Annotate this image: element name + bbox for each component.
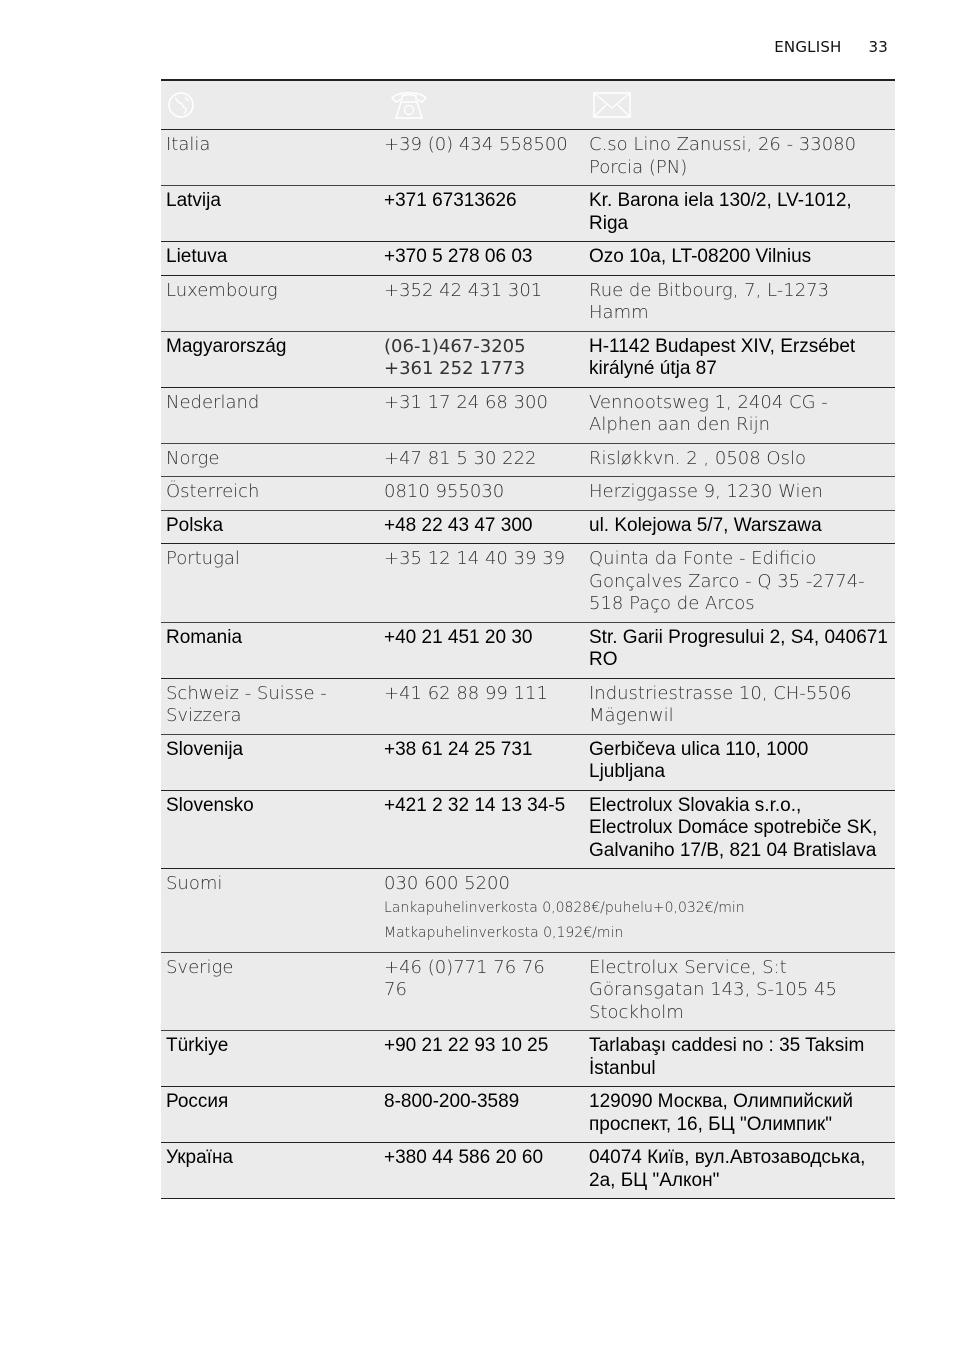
country-cell: Magyarország — [161, 331, 373, 387]
table-row — [161, 275, 895, 331]
contact-table — [161, 79, 895, 1199]
table-row — [161, 510, 895, 544]
phone-cell: +371 67313626 — [373, 186, 580, 242]
table-row — [161, 331, 895, 387]
address-cell: ul. Kolejowa 5/7, Warszawa — [580, 510, 895, 544]
phone-cell — [373, 331, 580, 387]
address-cell: Electrolux Service, S:t Göransgatan 143, S-105 45 Stockholm — [580, 952, 895, 1031]
address-column-header — [580, 80, 895, 130]
phone-column-header — [373, 80, 580, 130]
country-cell: Norge — [161, 443, 373, 477]
phone-cell: +352 42 431 301 — [373, 275, 580, 331]
phone-cell: +39 (0) 434 558500 — [373, 130, 580, 186]
address-cell: H-1142 Budapest XIV, Erzsébet királyné útja 87 — [580, 331, 895, 387]
table-row — [161, 477, 895, 511]
table-row — [161, 443, 895, 477]
table-row — [161, 1087, 895, 1143]
country-cell: Lietuva — [161, 242, 373, 276]
country-cell: Polska — [161, 510, 373, 544]
table-row — [161, 622, 895, 678]
address-cell: Ozo 10a, LT-08200 Vilnius — [580, 242, 895, 276]
table-row — [161, 1031, 895, 1087]
phone-cell: +35 12 14 40 39 39 — [373, 544, 580, 623]
table-header-row — [161, 80, 895, 130]
tariff-note: Lankapuhelinverkosta 0,0828€/puhelu+0,032€/min Matkapuhelinverkosta 0,192€/min — [384, 899, 745, 941]
phone-number: 030 600 5200 — [384, 873, 510, 894]
country-cell: Schweiz - Suisse - Svizzera — [161, 678, 373, 734]
phone-cell: +40 21 451 20 30 — [373, 622, 580, 678]
table-row — [161, 242, 895, 276]
phone-cell — [373, 869, 895, 953]
table-row — [161, 544, 895, 623]
table-row — [161, 1143, 895, 1199]
address-cell: Str. Garii Progresului 2, S4, 040671 RO — [580, 622, 895, 678]
phone-cell: +41 62 88 99 111 — [373, 678, 580, 734]
address-cell: Tarlabaşı caddesi no : 35 Taksim İstanbul — [580, 1031, 895, 1087]
globe-icon — [167, 91, 195, 119]
table-row — [161, 186, 895, 242]
country-cell: Portugal — [161, 544, 373, 623]
country-cell: Italia — [161, 130, 373, 186]
phone-cell: +90 21 22 93 10 25 — [373, 1031, 580, 1087]
phone-cell: +48 22 43 47 300 — [373, 510, 580, 544]
phone-cell: +31 17 24 68 300 — [373, 387, 580, 443]
phone-cell: +47 81 5 30 222 — [373, 443, 580, 477]
phone-cell: 0810 955030 — [373, 477, 580, 511]
country-cell: Україна — [161, 1143, 373, 1199]
address-cell: Gerbičeva ulica 110, 1000 Ljubljana — [580, 734, 895, 790]
country-cell: Suomi — [161, 869, 373, 953]
page-number: 33 — [868, 38, 888, 56]
table-row — [161, 387, 895, 443]
phone-cell: +38 61 24 25 731 — [373, 734, 580, 790]
table-row — [161, 952, 895, 1031]
country-cell: Österreich — [161, 477, 373, 511]
address-cell: C.so Lino Zanussi, 26 - 33080 Porcia (PN) — [580, 130, 895, 186]
address-cell: Kr. Barona iela 130/2, LV-1012, Riga — [580, 186, 895, 242]
country-cell: Romania — [161, 622, 373, 678]
phone-cell: +421 2 32 14 13 34-5 — [373, 790, 580, 869]
address-cell: 04074 Київ, вул.Автозаводська, 2а, БЦ "Алкон" — [580, 1143, 895, 1199]
address-cell: Risløkkvn. 2 , 0508 Oslo — [580, 443, 895, 477]
country-cell: Slovenija — [161, 734, 373, 790]
address-cell: Electrolux Slovakia s.r.o., Electrolux Domáce spotrebiče SK, Galvaniho 17/B, 821 04 Bratislava — [580, 790, 895, 869]
table-row — [161, 790, 895, 869]
table-row — [161, 678, 895, 734]
envelope-icon — [592, 89, 632, 121]
table-row — [161, 869, 895, 953]
running-header — [774, 38, 888, 56]
address-cell: Vennootsweg 1, 2404 CG - Alphen aan den Rijn — [580, 387, 895, 443]
country-cell: Nederland — [161, 387, 373, 443]
address-cell: Rue de Bitbourg, 7, L-1273 Hamm — [580, 275, 895, 331]
address-cell: Industriestrasse 10, CH-5506 Mägenwil — [580, 678, 895, 734]
country-cell: Luxembourg — [161, 275, 373, 331]
phone-secondary: +361 252 1773 — [384, 358, 526, 379]
country-cell: Slovensko — [161, 790, 373, 869]
address-cell: 129090 Москва, Олимпийский проспект, 16, БЦ "Олимпик" — [580, 1087, 895, 1143]
telephone-icon — [389, 89, 429, 121]
country-cell: Sverige — [161, 952, 373, 1031]
country-column-header — [161, 80, 373, 130]
country-cell: Türkiye — [161, 1031, 373, 1087]
country-cell: Россия — [161, 1087, 373, 1143]
language-label: ENGLISH — [774, 38, 842, 56]
phone-cell: +370 5 278 06 03 — [373, 242, 580, 276]
phone-cell: +380 44 586 20 60 — [373, 1143, 580, 1199]
address-cell: Herziggasse 9, 1230 Wien — [580, 477, 895, 511]
phone-cell: 8-800-200-3589 — [373, 1087, 580, 1143]
table-row — [161, 734, 895, 790]
address-cell: Quinta da Fonte - Edificio Gonçalves Zarco - Q 35 -2774-518 Paço de Arcos — [580, 544, 895, 623]
country-cell: Latvija — [161, 186, 373, 242]
table-row — [161, 130, 895, 186]
phone-primary: (06-1)467-3205 — [384, 335, 526, 357]
phone-cell: +46 (0)771 76 76 76 — [373, 952, 580, 1031]
